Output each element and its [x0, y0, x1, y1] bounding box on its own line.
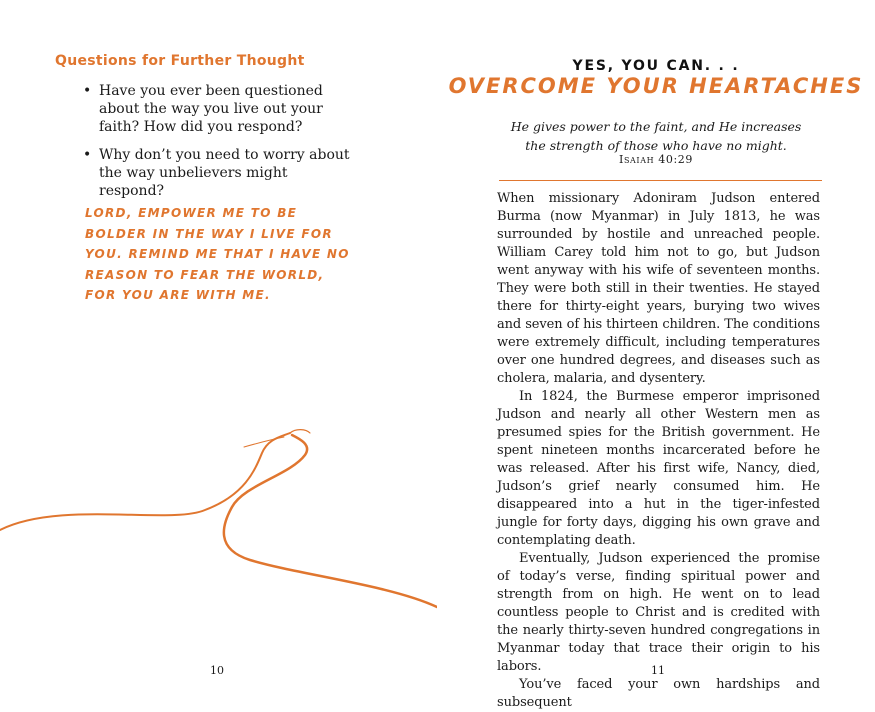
- body-paragraph: When missionary Adoniram Judson entered Burma (now Myanmar) in July 1813, he was surrounded by hostile and unreached people. William Carey told him not to go, but Judson went anyway with his wife of seventeen months. They were both still in their twenties. He stayed there for thirty-eight years, burying two wives and seven of his thirteen children. The conditions were extremely difficult, including temperatures over one hundred degrees, and diseases such as cholera, malaria, and dysentery.: [497, 191, 820, 386]
- scripture-verse: [437, 117, 875, 155]
- right-page: [437, 0, 875, 710]
- verse-reference: Isaiah 40:29: [619, 153, 693, 166]
- question-item: [83, 146, 353, 200]
- questions-heading: Questions for Further Thought: [55, 53, 305, 69]
- devotion-title: OVERCOME YOUR HEARTACHES: [448, 74, 864, 98]
- page-number: 11: [651, 664, 665, 677]
- devotion-body: [497, 190, 820, 712]
- questions-list: [83, 82, 353, 210]
- verse-line: the strength of those who have no might.: [525, 138, 787, 153]
- question-item: [83, 82, 353, 136]
- verse-line: He gives power to the faint, and He increases: [510, 119, 802, 134]
- kicker-title: YES, YOU CAN. . .: [572, 58, 740, 74]
- left-page: [0, 0, 437, 700]
- body-paragraph: In 1824, the Burmese emperor imprisoned Judson and nearly all other Western men as presumed spies for the British government. He spent nineteen months incarcerated before he was released. After his first wife, Nancy, died, Judson’s grief nearly consumed him. He disappeared into a hut in the tiger-infested jungle for forty days, digging his own grave and contemplating death.: [497, 389, 820, 548]
- bullet-icon: •: [83, 147, 92, 163]
- winding-road-illustration: [0, 415, 437, 615]
- question-text: Why don’t you need to worry about the way unbelievers might respond?: [99, 147, 350, 199]
- page-number: 10: [210, 664, 224, 677]
- question-text: Have you ever been questioned about the way you live out your faith? How did you respond?: [99, 83, 323, 135]
- body-paragraph: You’ve faced your own hardships and subsequent: [497, 677, 820, 710]
- prayer-text: LORD, EMPOWER ME TO BE BOLDER IN THE WAY I LIVE FOR YOU. REMIND ME THAT I HAVE NO REASON TO FEAR THE WORLD, FOR YOU ARE WITH ME.: [85, 206, 350, 302]
- bullet-icon: •: [83, 83, 92, 99]
- divider-rule: [499, 180, 822, 181]
- body-paragraph: Eventually, Judson experienced the promise of today’s verse, finding spiritual power and strength from on high. He went on to lead countless people to Christ and is credited with the nearly thirty-seven hundred congregations in Myanmar today that trace their origin to his labors.: [497, 551, 820, 674]
